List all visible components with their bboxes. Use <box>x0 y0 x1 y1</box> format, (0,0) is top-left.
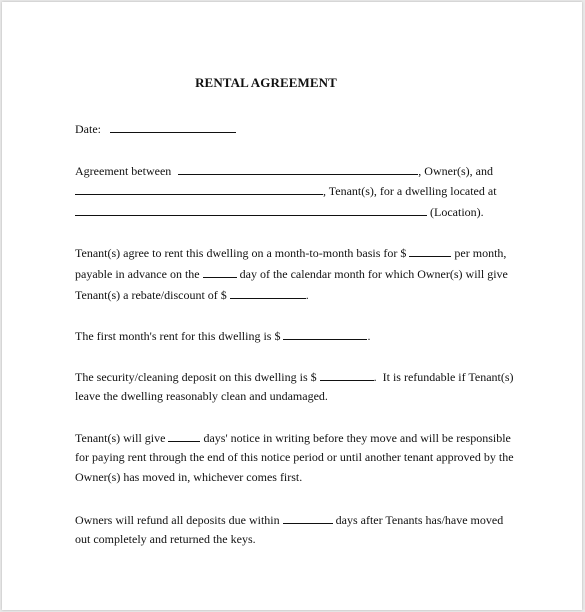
p6-text: days after Tenants has/have moved <box>335 513 504 527</box>
notice-days-blank[interactable] <box>168 430 200 442</box>
p5-line-3: Owner(s) has moved in, whichever comes first. <box>75 470 303 484</box>
tenant-name-blank[interactable] <box>75 183 323 195</box>
date-blank[interactable] <box>110 121 236 133</box>
p4-line-1 <box>75 369 514 384</box>
p5-text: Tenant(s) will give <box>75 431 166 445</box>
p4-text: The security/cleaning deposit on this dwelling is $ <box>75 370 317 384</box>
p2-text: Tenant(s) agree to rent this dwelling on a month-to-month basis for $ <box>75 246 407 260</box>
document-page <box>2 2 582 610</box>
p2-line-3 <box>75 287 309 302</box>
rebate-blank[interactable] <box>230 287 306 299</box>
p3-text: The first month's rent for this dwelling is $ <box>75 329 281 343</box>
owner-name-blank[interactable] <box>178 163 418 175</box>
document-title: RENTAL AGREEMENT <box>195 75 337 90</box>
location-blank[interactable] <box>75 204 427 216</box>
p2-text: per month, <box>454 246 507 260</box>
p2-line-1 <box>75 245 506 260</box>
p3-line-1 <box>75 328 370 343</box>
date-line <box>75 121 236 136</box>
p1-line-2 <box>75 183 497 198</box>
p3-text: . <box>367 329 371 343</box>
p6-line-2: out completely and returned the keys. <box>75 532 256 546</box>
p1-line-1 <box>75 163 493 178</box>
p6-line-1 <box>75 512 503 527</box>
p6-text: Owners will refund all deposits due within <box>75 513 280 527</box>
p2-text: day of the calendar month for which Owner(s) will give <box>239 267 508 281</box>
p1-text: (Location). <box>430 205 484 219</box>
p5-text: days' notice in writing before they move and will be responsible <box>203 431 511 445</box>
p2-text: Tenant(s) a rebate/discount of $ <box>75 288 227 302</box>
monthly-rent-blank[interactable] <box>409 245 451 257</box>
due-day-blank[interactable] <box>203 266 237 278</box>
p1-text: , Owner(s), and <box>418 164 493 178</box>
date-label: Date: <box>75 122 101 136</box>
p4-line-2: leave the dwelling reasonably clean and undamaged. <box>75 389 328 403</box>
p2-text: . <box>305 288 309 302</box>
refund-days-blank[interactable] <box>283 512 333 524</box>
first-month-rent-blank[interactable] <box>283 328 367 340</box>
p2-line-2 <box>75 266 508 281</box>
p4-text: . It is refundable if Tenant(s) <box>373 370 514 384</box>
deposit-blank[interactable] <box>320 369 374 381</box>
p5-line-1 <box>75 430 511 445</box>
p1-text: , Tenant(s), for a dwelling located at <box>323 184 497 198</box>
p1-line-3 <box>75 204 484 219</box>
p5-line-2: for paying rent through the end of this notice period or until another tenant approved by the <box>75 450 514 464</box>
p1-text: Agreement between <box>75 164 172 178</box>
p2-text: payable in advance on the <box>75 267 200 281</box>
